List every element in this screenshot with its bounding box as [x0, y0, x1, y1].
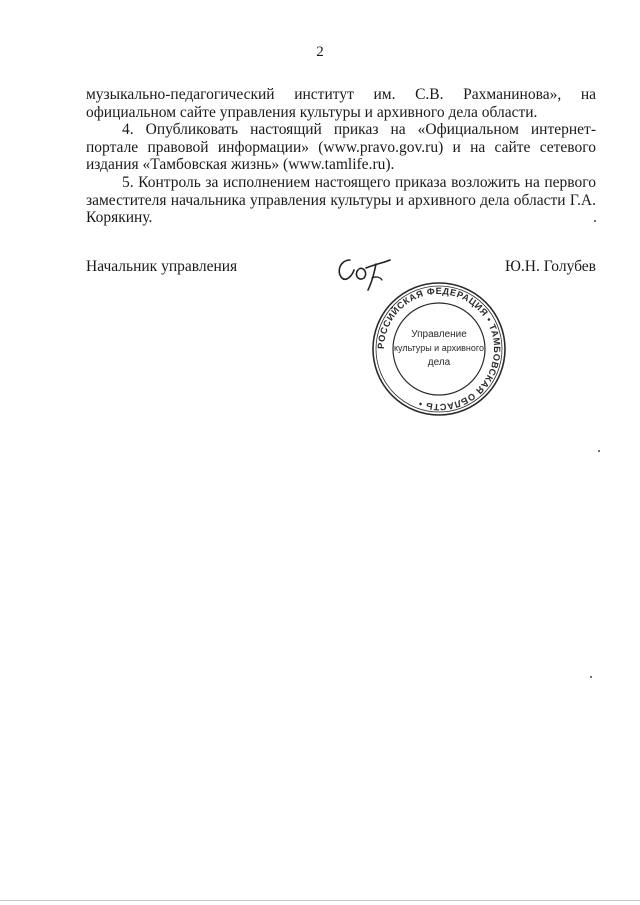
signatory-name: Ю.Н. Голубев [504, 258, 596, 275]
scan-speck [590, 676, 592, 678]
page-number: 2 [316, 44, 324, 60]
seal-center-line-1: Управление [411, 329, 467, 340]
scan-speck [594, 220, 596, 222]
paragraph-item-5: 5. Контроль за исполнением настоящего приказа возложить на первого заместителя начальника управления культуры и архивного дела области Г.А. Корякину. [86, 173, 596, 227]
scan-speck [598, 450, 600, 452]
order-text [86, 86, 596, 227]
paragraph-item-4: 4. Опубликовать настоящий приказ на «Официальном интернет-портале правовой информации» (www.pravo.gov.ru) и на сайте сетевого издания «Тамбовская жизнь» (www.tamlife.ru). [86, 121, 596, 174]
paragraph-continuation: музыкально-педагогический институт им. С.В. Рахманинова», на официальном сайте управления культуры и архивного дела области. [86, 86, 596, 121]
signatory-title: Начальник управления [86, 258, 238, 275]
seal-center-line-2: культуры и архивного [394, 343, 484, 353]
seal-ring-text: РОССИЙСКАЯ ФЕДЕРАЦИЯ • ТАМБОВСКАЯ ОБЛАСТЬ • [375, 285, 503, 413]
scan-edge-line [0, 900, 640, 901]
official-seal [370, 280, 508, 418]
seal-center-line-3: дела [427, 357, 451, 368]
